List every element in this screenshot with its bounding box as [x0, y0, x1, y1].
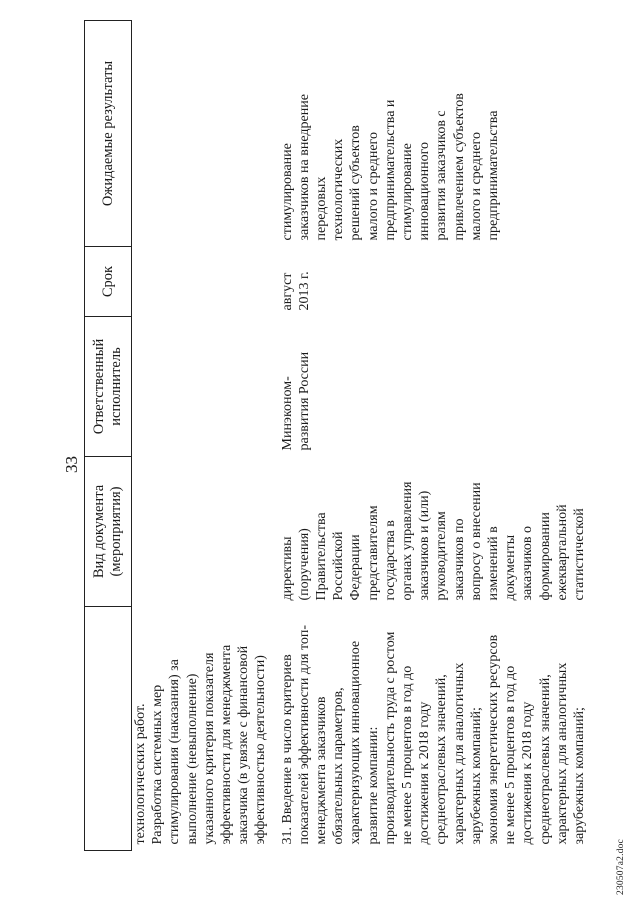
row31-deadline-cell: август 2013 г. [279, 271, 312, 311]
table-header-row [85, 21, 132, 851]
row31-results-cell: стимулирование заказчиков на внедрение передовых технологических решений субъектов малого и среднего предпринимательства и стимулирование инновационного развития заказчиков с привлечением субъектов малого и среднего предпринимательства [279, 93, 502, 241]
header-measure [85, 607, 132, 851]
footer-file-code: 230507a2.doc [616, 839, 626, 895]
header-deadline: Срок [85, 247, 132, 317]
header-results: Ожидаемые результаты [85, 21, 132, 247]
row31-responsible-cell: Минэконом- развития России [279, 351, 312, 451]
table-row-continuation [132, 21, 279, 851]
header-doc-type: Вид документа (мероприятия) [85, 457, 132, 607]
table-row-31 [279, 21, 589, 851]
page-number: 33 [62, 456, 81, 473]
header-responsible: Ответственный исполнитель [85, 317, 132, 457]
row31-measure-cell: 31. Введение в число критериев показателей эффективности для топ- менеджмента заказчиков обязательных параметров, характеризующих инновационное развитие компании: производительность труда с ростом не менее 5 процентов в год до достижения к 2018 году среднеотраслевых значений, характерных для аналогичных зарубежных компаний; экономия энергетических ресурсов не менее 5 процентов в год до достижения к 2018 году среднеотраслевых значений, характерных для аналогичных зарубежных компаний; [279, 624, 588, 845]
measures-table [84, 20, 588, 851]
continuation-measure-cell: технологических работ. Разработка системных мер стимулирования (наказания) за выполнение (невыполнение) указанного критерия показателя эффективности для менеджмента заказчика (в увязке с финансовой эффективностью деятельности) [132, 607, 279, 851]
row31-doc-type-cell: директивы (поручения) Правительства Российской Федерации представителям государства в органах управления заказчиков и (или) руководителям заказчиков по вопросу о внесении изменений в документы заказчиков о формировании ежеквартальной статистической [279, 481, 588, 601]
